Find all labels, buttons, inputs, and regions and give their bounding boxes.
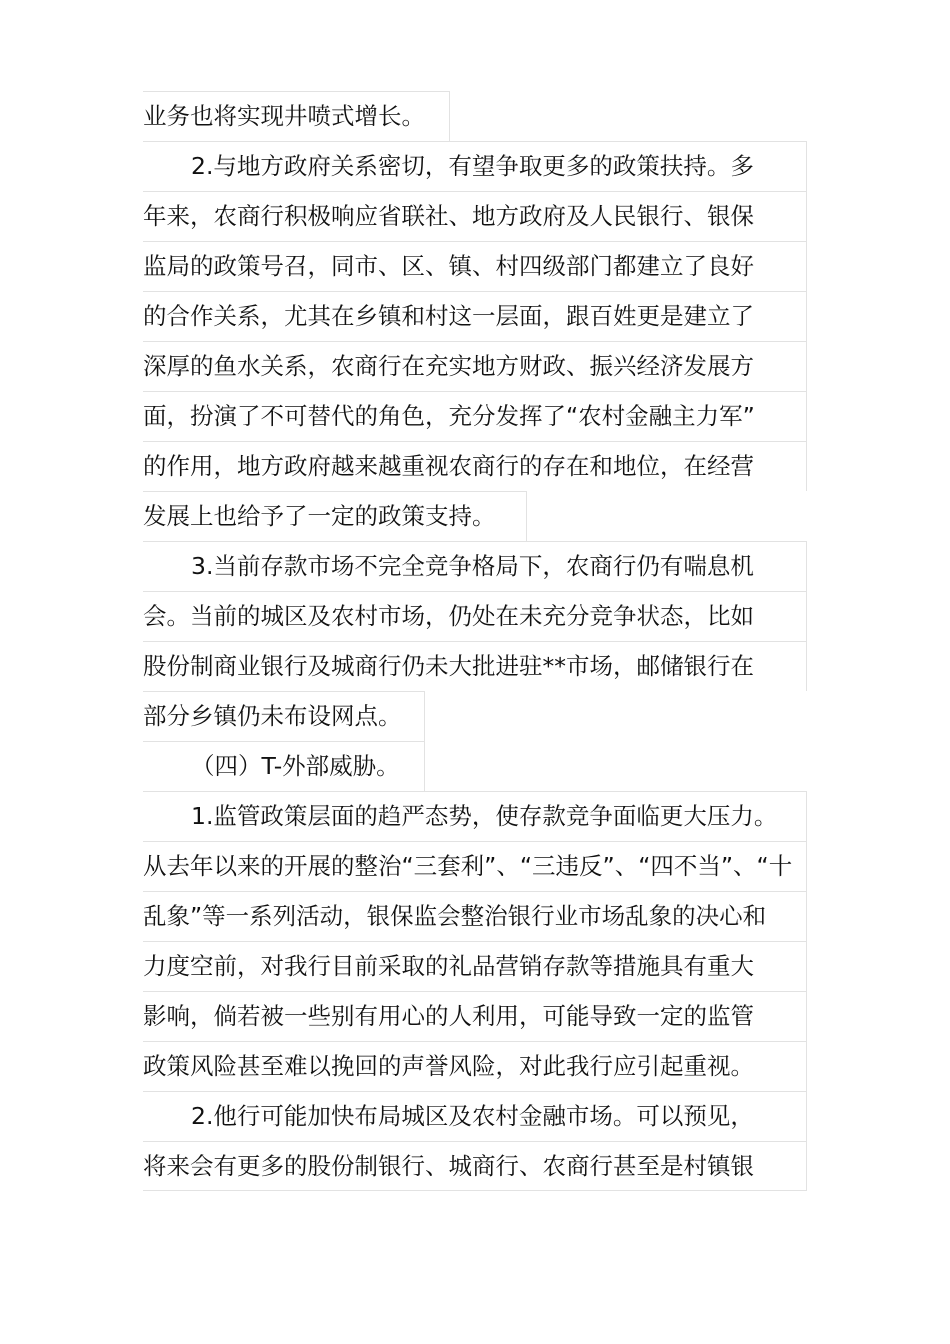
paragraph-start-line: 2.与地方政府关系密切，有望争取更多的政策扶持。多 xyxy=(143,141,807,191)
text-line: 的作用，地方政府越来越重视农商行的存在和地位，在经营 xyxy=(143,441,807,491)
paragraph-start-line: 3.当前存款市场不完全竞争格局下，农商行仍有喘息机 xyxy=(143,541,807,591)
text-line: 政策风险甚至难以挽回的声誉风险，对此我行应引起重视。 xyxy=(143,1041,807,1091)
text-line: 乱象”等一系列活动，银保监会整治银行业市场乱象的决心和 xyxy=(143,891,807,941)
text-line: 将来会有更多的股份制银行、城商行、农商行甚至是村镇银 xyxy=(143,1141,807,1191)
section-heading: （四）T-外部威胁。 xyxy=(143,741,425,791)
paragraph-start-line: 1.监管政策层面的趋严态势，使存款竞争面临更大压力。 xyxy=(143,791,807,841)
text-line: 力度空前，对我行目前采取的礼品营销存款等措施具有重大 xyxy=(143,941,807,991)
text-line: 部分乡镇仍未布设网点。 xyxy=(143,691,425,741)
text-line: 监局的政策号召，同市、区、镇、村四级部门都建立了良好 xyxy=(143,241,807,291)
text-line: 面，扮演了不可替代的角色，充分发挥了“农村金融主力军” xyxy=(143,391,807,441)
text-line: 业务也将实现井喷式增长。 xyxy=(143,91,450,141)
text-line: 会。当前的城区及农村市场，仍处在未充分竞争状态，比如 xyxy=(143,591,807,641)
text-line: 影响，倘若被一些别有用心的人利用，可能导致一定的监管 xyxy=(143,991,807,1041)
text-line: 年来，农商行积极响应省联社、地方政府及人民银行、银保 xyxy=(143,191,807,241)
text-line: 股份制商业银行及城商行仍未大批进驻**市场，邮储银行在 xyxy=(143,641,807,691)
text-line: 发展上也给予了一定的政策支持。 xyxy=(143,491,527,541)
text-line: 从去年以来的开展的整治“三套利”、“三违反”、“四不当”、“十 xyxy=(143,841,807,891)
text-line: 的合作关系，尤其在乡镇和村这一层面，跟百姓更是建立了 xyxy=(143,291,807,341)
text-line: 深厚的鱼水关系，农商行在充实地方财政、振兴经济发展方 xyxy=(143,341,807,391)
paragraph-start-line: 2.他行可能加快布局城区及农村金融市场。可以预见， xyxy=(143,1091,807,1141)
